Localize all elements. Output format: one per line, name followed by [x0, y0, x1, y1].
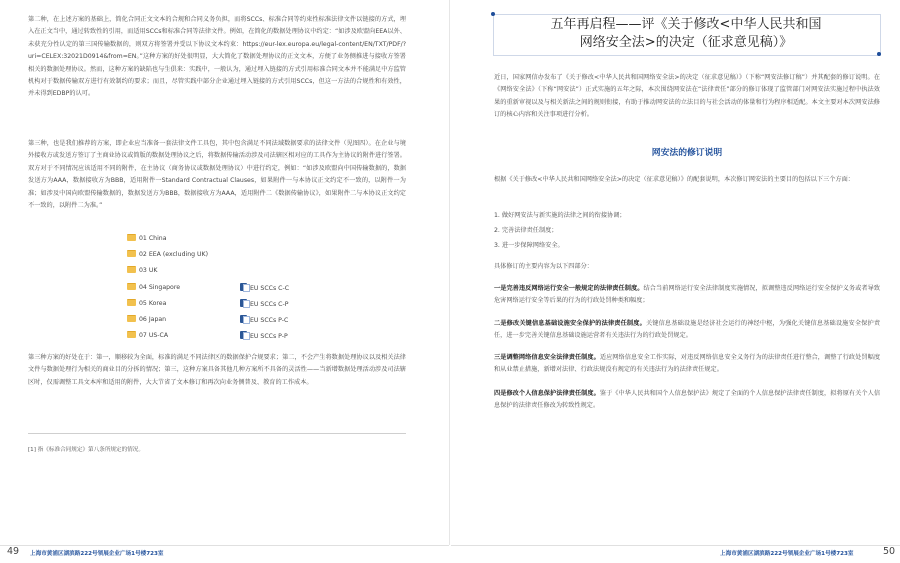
folder-icon [127, 250, 136, 257]
purpose-item: 3. 进一步保障网络安全。 [494, 242, 564, 249]
section-intro: 根据《关于修改<中华人民共和国网络安全法>的决定（征求意见稿）》的配套说明，本次修订网安法的主要目的包括以下三个方面： [494, 176, 854, 183]
word-document-icon [240, 331, 247, 339]
content-intro: 具体修订的主要内容为以下四部分： [494, 263, 593, 270]
word-document-icon [240, 299, 247, 307]
paragraph-second-method: 第二种，在上述方案的基础上，简化合同正文文本的合规和合同义务负担，而将SCCs、标准合同等约束性标准法律文件以链接的方式，埋入在正文当中，通过转致性的引用，而适用SCCs和标准合同等法律文件。例如，在简化的数据处理协议中约定：“如涉及欧盟向EEA以外、未获充分性认定的第三国传输数据的，则双方将签署并受以下协议文本约束：https://eur-lex.europa.eu/legal-content/EN/TXT/PDF/?uri=CELEX:32021D0914&from=EN。”这种方案的好处很明显，大大简化了数据处理协议的正文文本，方便了业务侧推进与接收方签署相关的数据处理协议。然而，这种方案的缺陷也与生俱来：实践中，一般认为，通过埋入链接的方式引用标准合同文本并不能满足中方监管机构对于数据传输双方进行有效制约的要求；而且，尽管实践中部分企业通过埋入链接的方式引用SCCs，但这一方法的合规性和有效性，并未得到EDBP的认可。 [28, 16, 406, 98]
folder-icon [127, 315, 136, 322]
purpose-item: 1. 做好网安法与新实施的法律之间的衔接协调； [494, 212, 626, 219]
footnote: [1] 指《标准合同规定》第八条所规定的情况。 [28, 447, 144, 453]
folder-icon [127, 299, 136, 306]
folder-row [127, 297, 337, 313]
folder-icon [127, 331, 136, 338]
folder-icon [127, 283, 136, 290]
folder-icon [127, 266, 136, 273]
page-number: 49 [7, 546, 20, 557]
page-gutter [449, 0, 450, 545]
document-item[interactable]: EU SCCs C-C [240, 283, 289, 292]
footer-address: 上海市黄浦区湖滨路222号领展企业广场1号楼723室 [720, 551, 854, 557]
folder-row [127, 313, 337, 329]
folder-item[interactable]: 06 Japan [127, 315, 166, 323]
footer-divider [0, 545, 449, 546]
folder-row [127, 329, 337, 345]
footer-divider [451, 545, 900, 546]
folder-icon [127, 234, 136, 241]
article-intro: 近日，国家网信办发布了《关于修改<中华人民共和国网络安全法>的决定（征求意见稿）》（下称“网安法修订稿”）并其配套的修订说明。在《网络安全法》（下称“网安法”）正式实施的五年之际，本次围绕网安法在“法律责任”部分的修订体现了监管部门对网安法实施过程中执法效果的重新审视以及与相关新法之间的规则衔接，有助于推动网安法的立法目的与社会活动的体量和行为程序相适配。本文主要对本次网安法修订的核心内容和关注事项进行分析。 [494, 74, 880, 119]
folder-row [127, 232, 337, 248]
folder-row [127, 281, 337, 297]
folder-row [127, 264, 337, 280]
section-title: 网安法的修订说明 [651, 148, 723, 158]
folder-item[interactable]: 04 Singapore [127, 283, 180, 291]
document-item[interactable]: EU SCCs P-P [240, 331, 288, 340]
revision-item: 四是修改个人信息保护法律责任制度。鉴于《中华人民共和国个人信息保护法》规定了全面的个人信息保护法律责任制度，拟将原有关个人信息保护的法律责任修改为转致性规定。 [494, 390, 881, 410]
toolkit-folder-list [127, 232, 337, 345]
purpose-item: 2. 完善法律责任制度； [494, 227, 558, 234]
article-title: 五年再启程——评《关于修改<中华人民共和国 网络安全法>的决定（征求意见稿）》 [550, 17, 822, 50]
folder-item[interactable]: 02 EEA (excluding UK) [127, 250, 208, 258]
paragraph-third-method-benefits: 第三种方案的好处在于：第一，顺移较为全面，标准的满足不同法律区的数据保护合规要求；第二，不会产生将数据处理协议以及相关法律文件与数据处理行为相关的商业目的分拆的情况；第三，这种方案具备其他几种方案所不具备的灵活性——当新增数据处理活动涉及司法辖区时，仅需调整工具文本库和适用的附件，大大节省了文本修订和再次向业务侧普及、教育的工作成本。 [28, 354, 406, 386]
revision-item: 一是完善违反网络运行安全一般规定的法律责任制度。结合当前网络运行安全法律制度实施情况，拟调整违反网络运行安全保护义务或者导致危害网络运行安全等后果的行为的行政处罚种类和幅度； [494, 285, 881, 305]
corner-dot [877, 52, 881, 56]
footnote-divider [28, 433, 406, 434]
word-document-icon [240, 315, 247, 323]
revision-item: 三是调整网络信息安全法律责任制度。适应网络信息安全工作实际，对违反网络信息安全义务行为的法律责任进行整合，调整了行政处罚幅度和从业禁止措施，新增对法律、行政法规没有规定的有关违法行为的法律责任规定。 [494, 354, 881, 374]
folder-row [127, 248, 337, 264]
folder-item[interactable]: 05 Korea [127, 299, 166, 307]
folder-item[interactable]: 07 US-CA [127, 331, 168, 339]
document-item[interactable]: EU SCCs C-P [240, 299, 288, 308]
document-item[interactable]: EU SCCs P-C [240, 315, 288, 324]
folder-item[interactable]: 01 China [127, 234, 167, 242]
paragraph-third-method: 第三种，也是我们推荐的方案，即企业应当准备一套法律文件工具包，其中包含满足不同法域数据要求的法律文件（见图四）。在企业与境外接收方或发送方签订了主商业协议或简版的数据处理协议之后，将数据传输活动涉及司法辖区相对应的工具作为主协议的附件进行签署。双方对于不同情况应该适用不同的附件，在主协议（商务协议或数据处理协议）中进行约定，例如：“如涉及欧盟向中国传输数据的，数据发送方为AAA，数据接收方为BBB，适用附件一Standard Contractual Clauses，如果附件一与本协议正文约定不一致的，以附件一为准；如涉及中国向欧盟传输数据的，数据发送方为BBB，数据接收方为AAA，适用附件二《数据传输协议》，如果附件二与本协议正文约定不一致的，以附件二为准。” [28, 140, 406, 210]
page-number: 50 [883, 546, 896, 557]
folder-item[interactable]: 03 UK [127, 266, 157, 274]
footer-address: 上海市黄浦区湖滨路222号领展企业广场1号楼723室 [30, 551, 164, 557]
revision-item: 二是修改关键信息基础设施安全保护的法律责任制度。关键信息基础设施是经济社会运行的神经中枢，为强化关键信息基础设施安全保护责任，进一步完善关键信息基础设施运营者有关违法行为的行政处罚规定。 [494, 320, 881, 340]
word-document-icon [240, 283, 247, 291]
